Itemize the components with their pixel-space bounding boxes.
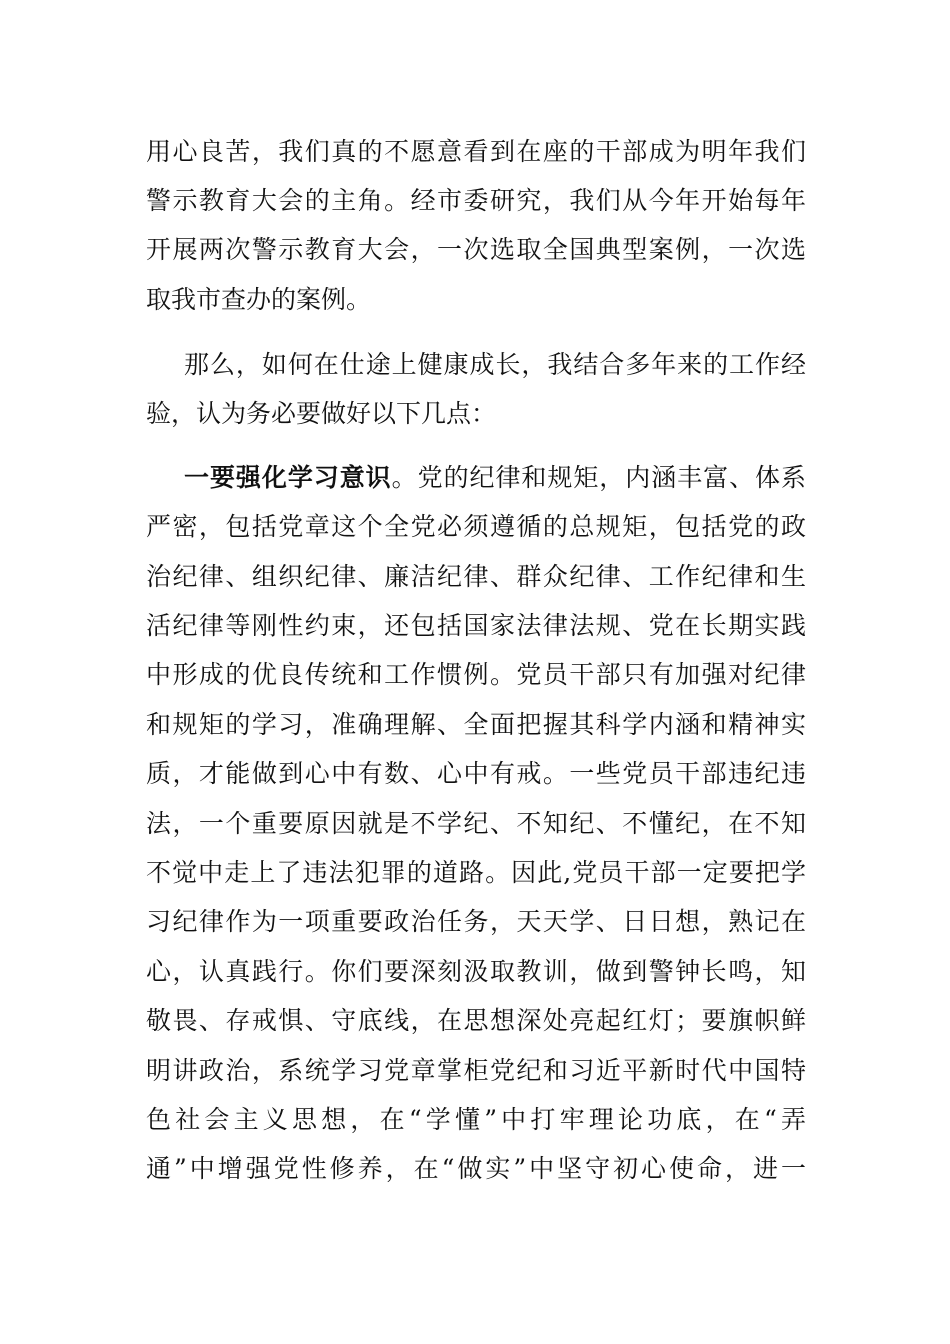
text-line: 通”中增强党性修养，在“做实”中坚守初心使命，进一 (146, 1154, 806, 1183)
text-line: 心，认真践行。你们要深刻汲取教训，做到警钟长鸣，知 (146, 957, 806, 986)
text-line: 治纪律、组织纪律、廉洁纪律、群众纪律、工作纪律和生 (146, 562, 806, 591)
text-line: 明讲政治，系统学习党章掌柜党纪和习近平新时代中国特 (146, 1056, 806, 1085)
text-line: 活纪律等刚性约束，还包括国家法律法规、党在长期实践 (146, 611, 806, 640)
section-heading: 一要强化学习意识 (184, 463, 392, 492)
text-line: 取我市查办的案例。 (146, 285, 372, 314)
text-line: 开展两次警示教育大会，一次选取全国典型案例，一次选 (146, 235, 806, 264)
text-line: 习纪律作为一项重要政治任务，天天学、日日想，熟记在 (146, 907, 806, 936)
text-line: 那么，如何在仕途上健康成长，我结合多年来的工作经 (184, 350, 806, 379)
text-line: 严密，包括党章这个全党必须遵循的总规矩，包括党的政 (146, 512, 806, 541)
text-line: 中形成的优良传统和工作惯例。党员干部只有加强对纪律 (146, 660, 806, 689)
text-line: 不觉中走上了违法犯罪的道路。因此,党员干部一定要把学 (146, 858, 806, 887)
text-line: 和规矩的学习，准确理解、全面把握其科学内涵和精神实 (146, 710, 806, 739)
text-line: 法，一个重要原因就是不学纪、不知纪、不懂纪，在不知 (146, 809, 806, 838)
text-run: 。党的纪律和规矩，内涵丰富、体系 (391, 463, 806, 492)
paragraph-first-line (184, 462, 806, 494)
text-line: 敬畏、存戒惧、守底线，在思想深处亮起红灯；要旗帜鲜 (146, 1006, 806, 1035)
text-line: 色社会主义思想，在“学懂”中打牢理论功底，在“弄 (146, 1105, 806, 1134)
text-line: 验，认为务必要做好以下几点： (146, 399, 497, 428)
text-line: 质，才能做到心中有数、心中有戒。一些党员干部违纪违 (146, 759, 806, 788)
text-line: 警示教育大会的主角。经市委研究，我们从今年开始每年 (146, 186, 806, 215)
text-line: 用心良苦，我们真的不愿意看到在座的干部成为明年我们 (146, 137, 806, 166)
